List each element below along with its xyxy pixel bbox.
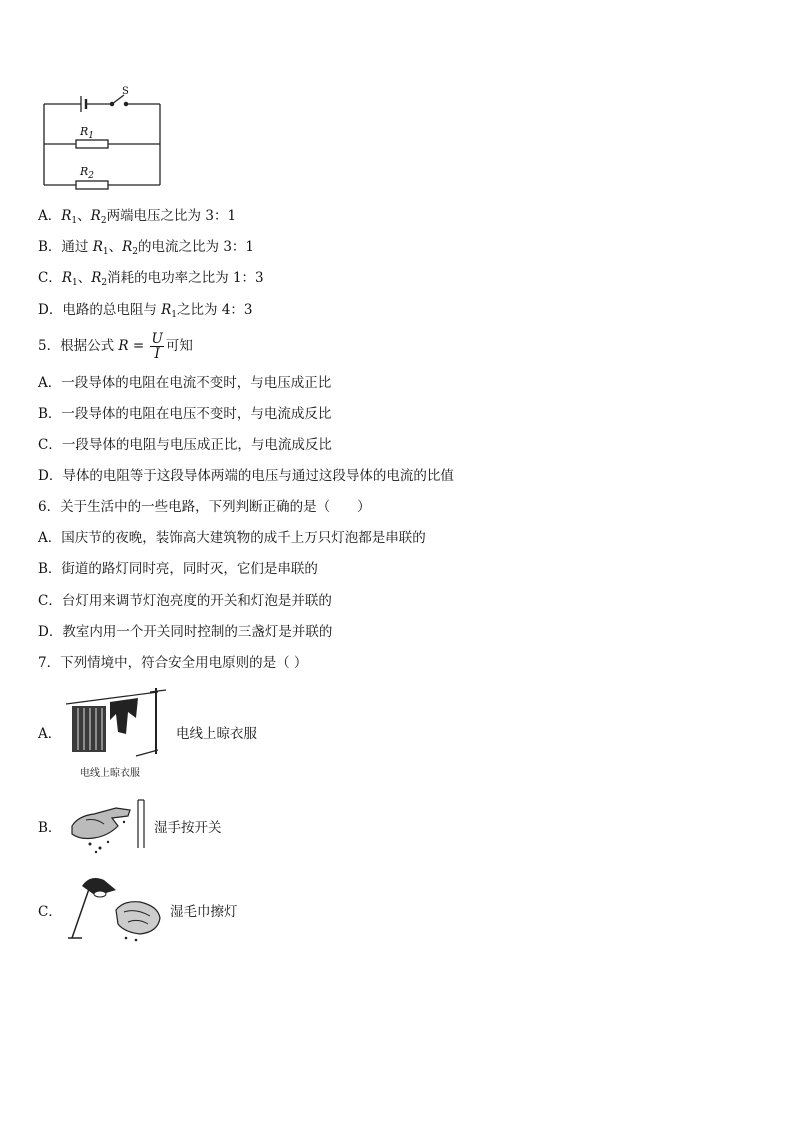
wet-towel-lamp-illustration [66,872,170,942]
q5-option-a: A．一段导体的电阻在电流不变时，与电压成正比 [38,375,332,391]
switch-label: S [122,86,129,97]
q4-option-c: C．$R_1$、$R_2$消耗的电功率之比为 1：3 [38,270,264,288]
q5-option-b: B．一段导体的电阻在电压不变时，与电流成反比 [38,406,332,422]
q6-stem: 6．关于生活中的一些电路，下列判断正确的是（ ） [38,499,371,515]
q6-option-c: C．台灯用来调节灯泡亮度的开关和灯泡是并联的 [38,593,332,609]
q5-stem: 5．根据公式 R = $\frac{U}{I}$ 可知 [38,331,193,362]
q7-option-b-letter: B． [38,820,62,836]
q4-option-b: B．通过 $R_1$、$R_2$的电流之比为 3：1 [38,239,255,257]
q7-stem: 7．下列情境中，符合安全用电原则的是（ ） [38,655,308,671]
q7-option-c-letter: C． [38,904,62,920]
circuit-diagram [40,86,164,190]
q6-option-d: D．教室内用一个开关同时控制的三盏灯是并联的 [38,624,333,640]
q5-option-d: D．导体的电阻等于这段导体两端的电压与通过这段导体的电流的比值 [38,468,454,484]
q6-option-b: B．街道的路灯同时亮，同时灭，它们是串联的 [38,561,318,577]
q4-option-a: A．$R_1$、$R_2$两端电压之比为 3：1 [38,208,237,226]
q4-option-d: D．电路的总电阻与 $R_1$之比为 4：3 [38,302,253,320]
q5-option-c: C．一段导体的电阻与电压成正比，与电流成反比 [38,437,332,453]
clothes-on-wire-illustration [66,684,174,764]
q7-option-c-caption: 湿毛巾擦灯 [170,904,238,920]
wet-hand-switch-illustration [68,796,150,854]
q7-option-b-caption: 湿手按开关 [154,820,222,836]
q6-option-a: A．国庆节的夜晚，装饰高大建筑物的成千上万只灯泡都是串联的 [38,530,426,546]
resistor-r2 [76,181,108,189]
q7-option-a-caption: 电线上晾衣服 [176,726,257,742]
q7-option-a-picture-caption: 电线上晾衣服 [80,768,140,779]
formula-fraction: $\frac{U}{I}$ [151,331,163,362]
q7-option-a-letter: A． [38,726,62,742]
r1-label: $R_1$ [80,125,95,141]
resistor-r1 [76,140,108,148]
r2-label: $R_2$ [80,165,95,181]
